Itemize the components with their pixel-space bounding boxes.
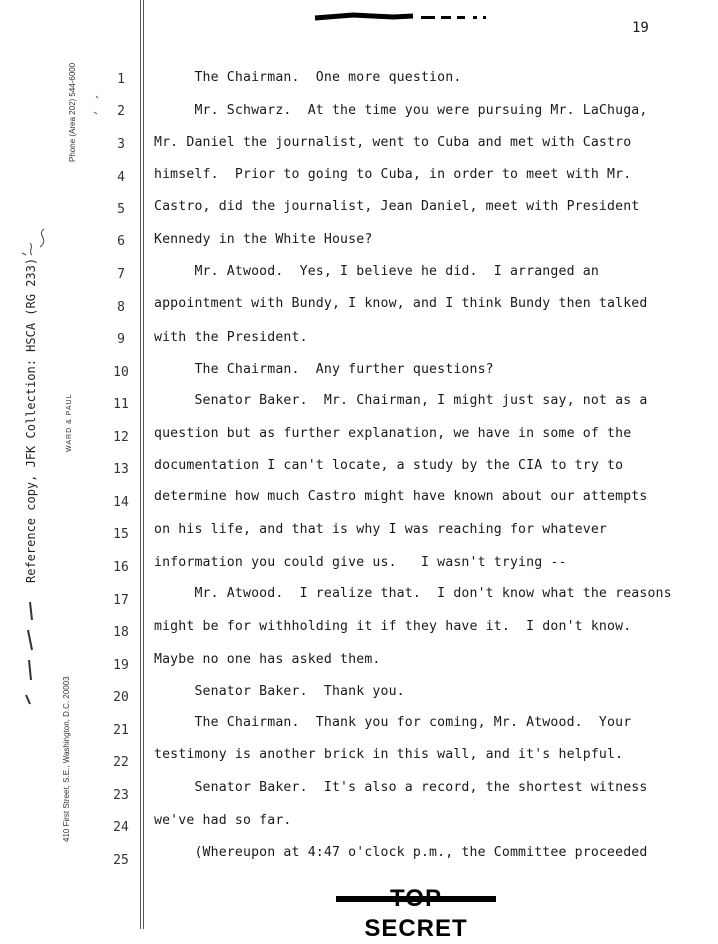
line-number: 4 <box>117 170 125 185</box>
line-number: 6 <box>117 234 125 249</box>
transcript-line: information you could give us. I wasn't trying -- <box>154 555 567 570</box>
line-number: 2 <box>117 104 125 119</box>
line-number: 9 <box>117 332 125 347</box>
transcript-line: on his life, and that is why I was reaching for whatever <box>154 522 608 537</box>
classification-strike <box>336 896 496 902</box>
transcript-line: The Chairman. One more question. <box>154 70 462 85</box>
line-number: 14 <box>113 495 129 510</box>
transcript-line: The Chairman. Any further questions? <box>154 362 494 377</box>
transcript-line: Mr. Atwood. I realize that. I don't know what the reasons <box>154 586 672 601</box>
line-number: 5 <box>117 202 125 217</box>
transcript-line: Maybe no one has asked them. <box>154 652 381 667</box>
transcript-line: The Chairman. Thank you for coming, Mr. Atwood. Your <box>154 715 632 730</box>
transcript-line: Senator Baker. Thank you. <box>154 684 405 699</box>
archive-reference: Reference copy, JFK Collection: HSCA (RG 233) <box>24 257 38 583</box>
transcript-line: question but as further explanation, we have in some of the <box>154 426 632 441</box>
line-number: 7 <box>117 267 125 282</box>
transcript-line: with the President. <box>154 330 308 345</box>
classification-stamp-text: SECRET <box>364 915 468 942</box>
line-number: 3 <box>117 137 125 152</box>
line-number: 24 <box>113 820 129 835</box>
line-number: 12 <box>113 430 129 445</box>
line-number: 18 <box>113 625 129 640</box>
line-number: 25 <box>113 853 129 868</box>
line-number: 19 <box>113 658 129 673</box>
transcript-line: Kennedy in the White House? <box>154 232 373 247</box>
transcript-line: Castro, did the journalist, Jean Daniel, meet with President <box>154 199 640 214</box>
line-number: 16 <box>113 560 129 575</box>
transcript-line: Senator Baker. Mr. Chairman, I might just say, not as a <box>154 393 648 408</box>
line-number: 8 <box>117 300 125 315</box>
transcript-line: documentation I can't locate, a study by the CIA to try to <box>154 458 624 473</box>
top-classification-redaction <box>313 12 488 24</box>
transcript-line: himself. Prior to going to Cuba, in order to meet with Mr. <box>154 167 632 182</box>
margin-rule-left-inner <box>143 0 144 929</box>
line-number: 11 <box>113 397 129 412</box>
transcript-line: might be for withholding it if they have it. I don't know. <box>154 619 632 634</box>
line-number: 15 <box>113 527 129 542</box>
classification-stamp <box>336 884 496 942</box>
transcript-line: Mr. Schwarz. At the time you were pursuing Mr. LaChuga, <box>154 103 648 118</box>
reporter-address: 410 First Street, S.E., Washington, D.C. 20003 <box>62 676 71 842</box>
transcript-line: Mr. Atwood. Yes, I believe he did. I arranged an <box>154 264 599 279</box>
page-number: 19 <box>632 20 649 36</box>
line-number: 21 <box>113 723 129 738</box>
transcript-line: determine how much Castro might have known about our attempts <box>154 489 648 504</box>
transcript-line: Mr. Daniel the journalist, went to Cuba and met with Castro <box>154 135 632 150</box>
transcript-line: (Whereupon at 4:47 o'clock p.m., the Committee proceeded <box>154 845 648 860</box>
line-number: 20 <box>113 690 129 705</box>
transcript-line: testimony is another brick in this wall, and it's helpful. <box>154 747 624 762</box>
line-number: 1 <box>117 72 125 87</box>
line-number: 13 <box>113 462 129 477</box>
transcript-line: Senator Baker. It's also a record, the shortest witness <box>154 780 648 795</box>
line-number: 17 <box>113 593 129 608</box>
transcript-line: appointment with Bundy, I know, and I think Bundy then talked <box>154 296 648 311</box>
handwritten-mark-bottom <box>20 600 40 710</box>
line-number: 23 <box>113 788 129 803</box>
margin-rule-left <box>140 0 141 929</box>
line-number: 10 <box>113 365 129 380</box>
handwritten-mark-middle <box>90 90 104 120</box>
reporter-firm: WARD & PAUL <box>66 393 73 452</box>
handwritten-mark-top <box>16 225 56 265</box>
transcript-line: we've had so far. <box>154 813 292 828</box>
reporter-phone: Phone (Area 202) 544-6000 <box>68 62 77 162</box>
line-number: 22 <box>113 755 129 770</box>
